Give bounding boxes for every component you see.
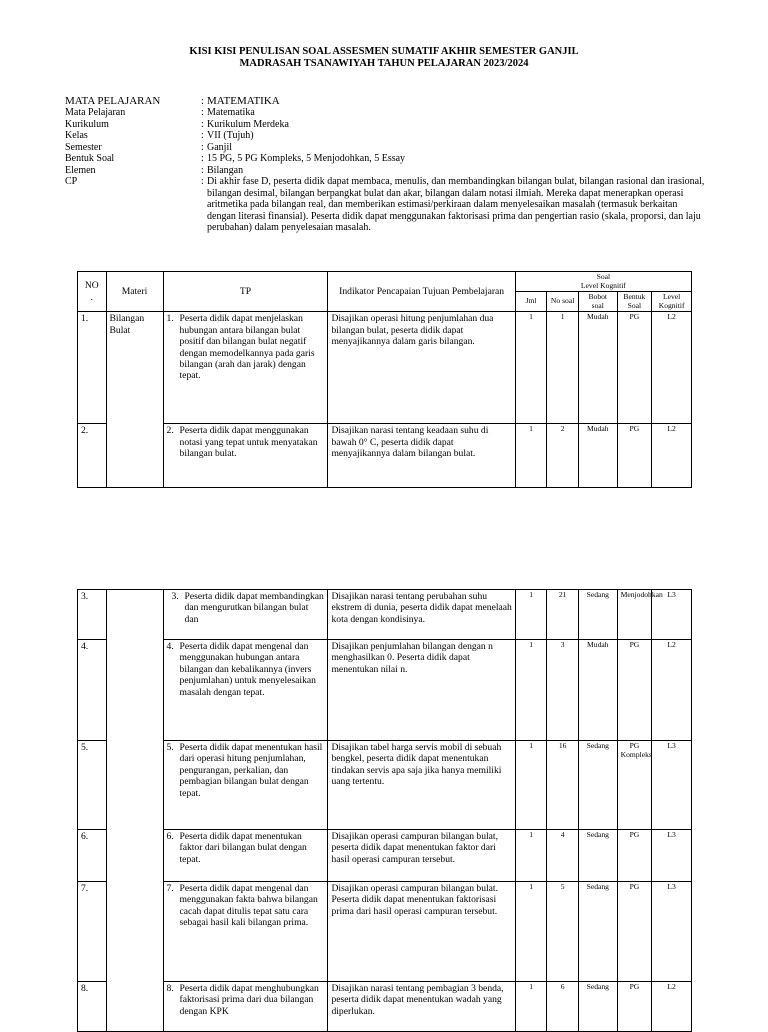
meta-separator: : xyxy=(201,118,204,130)
cell-tp: 3. Peserta didik dapat membandingkan dan mengurutkan bilangan bulat dan xyxy=(163,590,328,640)
table-row xyxy=(78,830,692,882)
cell-jml: 1 xyxy=(515,312,547,424)
meta-row xyxy=(65,165,705,177)
meta-row xyxy=(65,107,705,119)
document-title-line-1: KISI KISI PENULISAN SOAL ASSESMEN SUMATIF AKHIR SEMESTER GANJIL xyxy=(189,46,579,57)
cell-no-soal: 21 xyxy=(547,590,579,640)
meta-value: Bilangan xyxy=(207,164,244,176)
cell-indikator: Disajikan operasi hitung penjumlahan dua bilangan bulat, peserta didik dapat menyajikannya dalam garis bilangan. xyxy=(328,312,515,424)
cell-tp: 2. Peserta didik dapat menggunakan notasi yang tepat untuk menyatakan bilangan bulat. xyxy=(163,424,328,488)
cell-tp: 5. Peserta didik dapat menentukan hasil dari operasi hitung penjumlahan, pengurangan, perkalian, dan pembagian bilangan bulat dengan tepat. xyxy=(163,741,328,830)
meta-value: 15 PG, 5 PG Kompleks, 5 Menjodohkan, 5 Essay xyxy=(207,153,406,164)
header-bentuk-soal: Bentuk Soal xyxy=(617,292,652,312)
meta-row xyxy=(65,119,705,131)
meta-row xyxy=(65,142,705,154)
meta-row xyxy=(65,130,705,142)
cell-no-soal: 6 xyxy=(547,982,579,1032)
table-row xyxy=(78,424,692,488)
cell-level: L3 xyxy=(652,830,692,882)
cell-no: 5. xyxy=(78,741,107,830)
grid-table-page-2 xyxy=(77,589,692,1032)
cell-bentuk: PG xyxy=(617,882,652,982)
cell-bentuk: Menjodohkan xyxy=(617,590,652,640)
cell-tp: 1. Peserta didik dapat menjelaskan hubungan antara bilangan bulat positif dan bilangan bulat negatif dengan memodelkannya pada garis bilangan (arah dan jarak) dengan tepat. xyxy=(163,312,328,424)
cell-bobot: Mudah xyxy=(578,640,617,741)
cell-tp: 8. Peserta didik dapat menghubungkan faktorisasi prima dari dua bilangan dengan KPK xyxy=(163,982,328,1032)
document-title-line-2: MADRASAH TSANAWIYAH TAHUN PELAJARAN 2023/2024 xyxy=(239,58,529,69)
cell-no: 3. xyxy=(78,590,107,640)
cell-no: 8. xyxy=(78,982,107,1032)
cell-no: 4. xyxy=(78,640,107,741)
cell-indikator: Disajikan narasi tentang perubahan suhu ekstrem di dunia, peserta didik dapat menelaah kota dengan kondisinya. xyxy=(328,590,515,640)
header-level-kognitif: Level Kognitif xyxy=(652,292,692,312)
cell-indikator: Disajikan penjumlahan bilangan dengan n menghasilkan 0. Peserta didik dapat menentukan nilai n. xyxy=(328,640,515,741)
header-no: NO . xyxy=(78,272,107,312)
cell-no-soal: 3 xyxy=(547,640,579,741)
cell-indikator: Disajikan operasi campuran bilangan bulat. Peserta didik dapat menentukan faktorisasi prima dari hasil operasi campuran tersebut. xyxy=(328,882,515,982)
table-header-row xyxy=(78,272,692,292)
cell-bobot: Mudah xyxy=(578,312,617,424)
meta-value: Matematika xyxy=(207,107,255,118)
cell-no: 6. xyxy=(78,830,107,882)
cell-bentuk: PG Kompleks xyxy=(617,741,652,830)
meta-key: CP xyxy=(65,176,78,187)
cell-level: L2 xyxy=(652,982,692,1032)
cell-indikator: Disajikan operasi campuran bilangan bulat, peserta didik dapat menentukan faktor dari hasil operasi campuran tersebut. xyxy=(328,830,515,882)
header-bobot-soal: Bobot soal xyxy=(578,292,617,312)
meta-separator: : xyxy=(201,130,204,141)
cell-no-soal: 16 xyxy=(547,741,579,830)
cell-jml: 1 xyxy=(515,982,547,1032)
meta-value: Di akhir fase D, peserta didik dapat membaca, menulis, dan membandingkan bilangan bulat, bilangan rasional dan irasional, bilangan desimal, bilangan berpangkat bulat dan akar, bilangan dalam notasi ilmiah. Mereka dapat menerapkan operasi aritmetika pada bilangan real, dan memberikan estimasi/perkiraan dalam menyelesaikan masalah (termasuk berkaitan dengan literasi finansial). Peserta didik dapat menggunakan faktorisasi prima dan pengertian rasio (skala, proporsi, dan laju perubahan) dalam penyelesaian masalah. xyxy=(207,176,705,233)
cell-level: L3 xyxy=(652,590,692,640)
meta-separator: : xyxy=(201,176,204,187)
meta-value: Kurikulum Merdeka xyxy=(207,118,289,130)
cell-tp: 6. Peserta didik dapat menentukan faktor dari bilangan bulat dengan tepat. xyxy=(163,830,328,882)
meta-key: MATA PELAJARAN xyxy=(65,95,161,107)
cell-bentuk: PG xyxy=(617,982,652,1032)
cell-bentuk: PG xyxy=(617,312,652,424)
meta-separator: : xyxy=(201,95,205,107)
cell-jml: 1 xyxy=(515,830,547,882)
cell-level: L2 xyxy=(652,312,692,424)
cell-no-soal: 4 xyxy=(547,830,579,882)
cell-materi-continued xyxy=(106,590,163,1032)
meta-separator: : xyxy=(201,107,204,118)
grid-table-page-1 xyxy=(77,271,692,488)
cell-level: L3 xyxy=(652,741,692,830)
meta-key: Mata Pelajaran xyxy=(65,107,126,118)
cell-no: 7. xyxy=(78,882,107,982)
cell-jml: 1 xyxy=(515,424,547,488)
cell-bobot: Sedang xyxy=(578,741,617,830)
meta-row xyxy=(65,153,705,165)
table-row xyxy=(78,982,692,1032)
meta-separator: : xyxy=(201,153,204,164)
table-row xyxy=(78,640,692,741)
cell-level: L2 xyxy=(652,424,692,488)
header-no-soal: No soal xyxy=(547,292,579,312)
cell-bobot: Sedang xyxy=(578,830,617,882)
table-row xyxy=(78,741,692,830)
cell-no-soal: 5 xyxy=(547,882,579,982)
meta-key: Elemen xyxy=(65,164,96,176)
cell-level: L3 xyxy=(652,882,692,982)
cell-bentuk: PG xyxy=(617,424,652,488)
meta-row xyxy=(65,95,705,107)
meta-value: Ganjil xyxy=(207,141,232,153)
cell-indikator: Disajikan narasi tentang keadaan suhu di bawah 0° C, peserta didik dapat menyajikannya dalam bilangan bulat. xyxy=(328,424,515,488)
header-soal-group: Soal Level Kognitif xyxy=(515,272,691,292)
cell-bobot: Sedang xyxy=(578,590,617,640)
cell-no: 1. xyxy=(78,312,107,424)
cell-indikator: Disajikan tabel harga servis mobil di sebuah bengkel, peserta didik dapat menentukan tindakan servis apa saja jika hanya memiliki uang tertentu. xyxy=(328,741,515,830)
cell-bobot: Sedang xyxy=(578,982,617,1032)
cell-no-soal: 2 xyxy=(547,424,579,488)
meta-key: Kelas xyxy=(65,130,88,141)
cell-jml: 1 xyxy=(515,882,547,982)
meta-value: VII (Tujuh) xyxy=(207,130,254,141)
meta-key: Kurikulum xyxy=(65,118,109,130)
table-row xyxy=(78,590,692,640)
header-jml: Jml xyxy=(515,292,547,312)
cell-jml: 1 xyxy=(515,741,547,830)
meta-value: MATEMATIKA xyxy=(207,95,280,107)
cell-no: 2. xyxy=(78,424,107,488)
cell-tp: 7. Peserta didik dapat mengenal dan menggunakan fakta bahwa bilangan cacah dapat ditulis tepat satu cara sebagai hasil kali bilangan prima. xyxy=(163,882,328,982)
meta-key: Semester xyxy=(65,141,102,153)
cell-tp: 4. Peserta didik dapat mengenal dan menggunakan hubungan antara bilangan dan kebalikannya (invers penjumlahan) untuk menyelesaikan masalah dengan tepat. xyxy=(163,640,328,741)
table-row xyxy=(78,312,692,424)
meta-key: Bentuk Soal xyxy=(65,153,115,164)
cell-jml: 1 xyxy=(515,590,547,640)
cell-jml: 1 xyxy=(515,640,547,741)
meta-separator: : xyxy=(201,164,204,176)
header-materi: Materi xyxy=(106,272,163,312)
cell-level: L2 xyxy=(652,640,692,741)
header-indikator: Indikator Pencapaian Tujuan Pembelajaran xyxy=(328,272,515,312)
meta-separator: : xyxy=(201,141,204,153)
cell-bobot: Mudah xyxy=(578,424,617,488)
cell-materi: Bilangan Bulat xyxy=(106,312,163,488)
identity-block xyxy=(65,95,705,234)
meta-row xyxy=(65,176,705,234)
table-row xyxy=(78,882,692,982)
cell-indikator: Disajikan narasi tentang pembagian 3 benda, peserta didik dapat menentukan wadah yang diperlukan. xyxy=(328,982,515,1032)
cell-no-soal: 1 xyxy=(547,312,579,424)
cell-bentuk: PG xyxy=(617,640,652,741)
cell-bentuk: PG xyxy=(617,830,652,882)
header-tp: TP xyxy=(163,272,328,312)
cell-bobot: Sedang xyxy=(578,882,617,982)
